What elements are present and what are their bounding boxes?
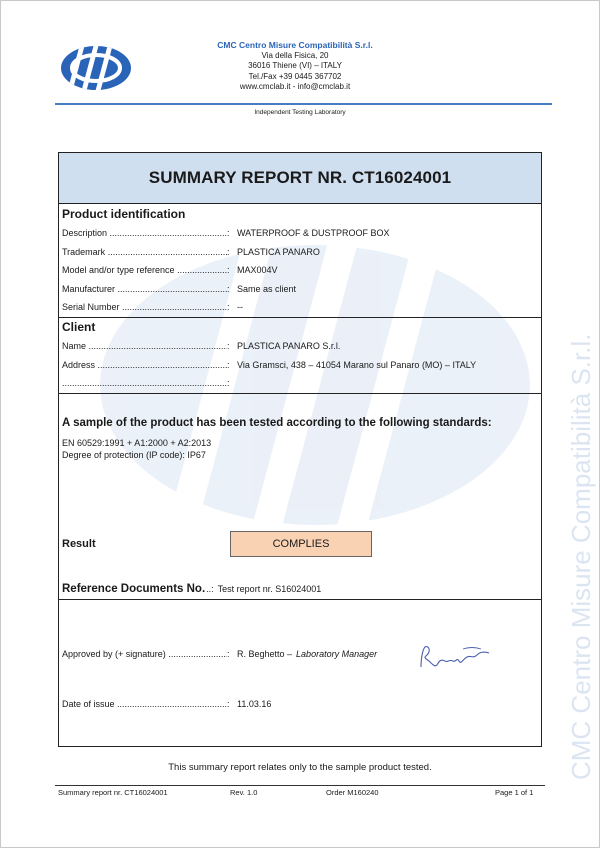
serial-row: Serial Number ..... : --: [62, 302, 243, 312]
client-address-label: Address .....: [62, 360, 227, 370]
side-watermark: [562, 140, 600, 785]
standard-line: EN 60529:1991 + A1:2000 + A2:2013: [62, 438, 212, 448]
divider: [59, 599, 541, 600]
phone: Tel./Fax +39 0445 367702: [248, 71, 342, 81]
company-name: CMC Centro Misure Compatibilità S.r.l.: [217, 40, 373, 50]
lab-label: Independent Testing Laboratory: [254, 109, 346, 116]
client-name-value: PLASTICA PANARO S.r.l.: [237, 341, 341, 351]
side-watermark-text: CMC Centro Misure Compatibilità S.r.l.: [566, 333, 596, 780]
client-name-row: Name ..... : PLASTICA PANARO S.r.l.: [62, 341, 340, 351]
trademark-row: Trademark ..... : PLASTICA PANARO: [62, 247, 320, 257]
reference-row: [62, 583, 321, 595]
reference-label: Reference Documents No.: [62, 583, 206, 595]
client-extra-label: [62, 378, 227, 388]
approver-name: R. Beghetto –: [237, 649, 293, 659]
report-box: [58, 152, 542, 747]
client-extra-value: [235, 378, 237, 388]
approver-role: Laboratory Manager: [296, 649, 378, 659]
product-section-heading: Product identification: [62, 207, 186, 221]
ip-code-line: Degree of protection (IP code): IP67: [62, 450, 206, 460]
result-label: Result: [62, 538, 96, 550]
description-label: Description .....: [62, 228, 227, 238]
company-header: [170, 40, 420, 93]
reference-value: Test report nr. S16024001: [217, 584, 322, 594]
client-extra-row: ..... :: [62, 378, 237, 388]
manufacturer-value: Same as client: [237, 284, 297, 294]
reference-separator: ..:: [206, 584, 214, 594]
address-line2: 36016 Thiene (VI) – ITALY: [248, 61, 342, 70]
serial-value: --: [237, 302, 243, 312]
model-value: MAX004V: [237, 265, 278, 275]
client-name-label: Name .....: [62, 341, 227, 351]
manufacturer-label: Manufacturer .....: [62, 284, 227, 294]
serial-label: Serial Number .....: [62, 302, 227, 312]
cmc-logo: [60, 44, 132, 92]
date-label: Date of issue .....: [62, 699, 227, 709]
trademark-label: Trademark .....: [62, 247, 227, 257]
divider: [59, 393, 541, 394]
signature: [415, 641, 495, 675]
client-address-row: Address ..... : Via Gramsci, 438 – 41054 Marano sul Panaro (MO) – ITALY: [62, 360, 476, 370]
date-row: Date of issue ..... : 11.03.16: [62, 699, 271, 709]
manufacturer-row: Manufacturer ..... : Same as client: [62, 284, 296, 294]
disclaimer-note: This summary report relates only to the sample product tested.: [168, 762, 432, 773]
result-value: COMPLIES: [272, 538, 330, 550]
divider: [59, 317, 541, 318]
title-bar: [59, 153, 541, 204]
footer-page-number: Page 1 of 1: [495, 788, 534, 797]
trademark-value: PLASTICA PANARO: [237, 247, 320, 257]
client-section-heading: Client: [62, 320, 96, 334]
footer-rule: [55, 785, 545, 786]
address-line1: Via della Fisica, 20: [261, 50, 329, 60]
description-value: WATERPROOF & DUSTPROOF BOX: [237, 228, 390, 238]
footer-order: Order M160240: [326, 788, 379, 797]
header-rule: [55, 103, 552, 105]
approval-row: Approved by (+ signature) ..... : R. Beghetto – Laboratory Manager: [62, 649, 377, 659]
standards-heading: A sample of the product has been tested according to the following standards:: [62, 417, 492, 429]
date-value: 11.03.16: [237, 699, 272, 709]
report-title: SUMMARY REPORT NR. CT16024001: [148, 168, 452, 187]
client-address-value: Via Gramsci, 438 – 41054 Marano sul Panaro (MO) – ITALY: [237, 360, 477, 370]
footer-revision: Rev. 1.0: [230, 788, 258, 797]
model-label: Model and/or type reference .....: [62, 265, 227, 275]
model-row: Model and/or type reference ..... : MAX004V: [62, 265, 278, 275]
approved-label: Approved by (+ signature) .....: [62, 649, 227, 659]
web-contact: www.cmclab.it - info@cmclab.it: [239, 82, 351, 91]
description-row: Description ..... : WATERPROOF & DUSTPROOF BOX: [62, 228, 390, 238]
result-badge: [230, 531, 372, 557]
footer-report-ref: Summary report nr. CT16024001: [58, 788, 168, 797]
